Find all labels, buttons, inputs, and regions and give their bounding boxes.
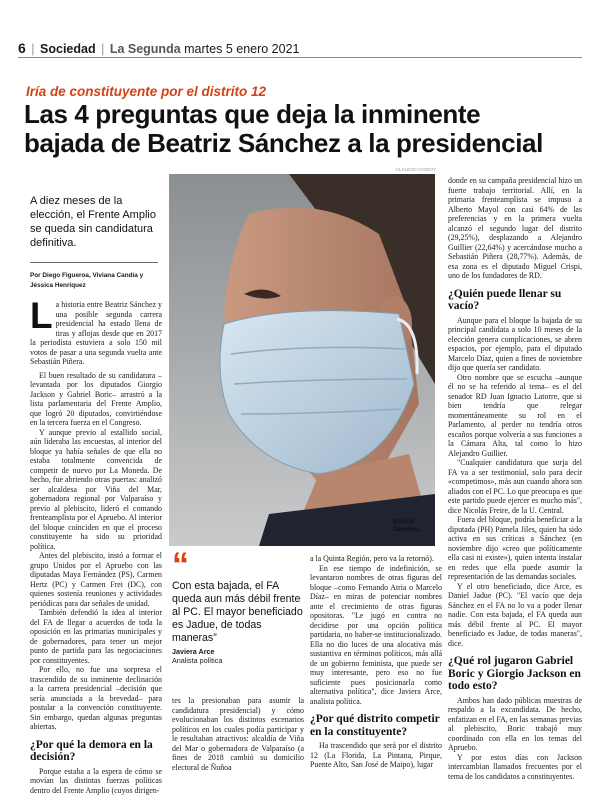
article-column-2 bbox=[172, 696, 304, 772]
paragraph: En ese tiempo de indefinición, se levantaron nombres de otras figuras del bloque –como Fernando Atria o Marcelo Díaz– en miras de potenciar nombres ante el crecimiento de otras figuras opositoras. "Le jugó en contra no decidirse por una opción política partidaria, no haber-se institucionalizado. Ella no dio luces de una alocativa más sustantiva en términos políticos, más allá de un gobierno feminista, que puede ser muy interesante, pero eso no fue suficiente pues posicionarla como alternativa política", dice Javiera Arce, analista política. bbox=[310, 564, 442, 707]
headline-line-1: Las 4 preguntas que deja la inminente bbox=[24, 100, 584, 129]
paragraph: donde en su campaña presidencial hizo un fuerte trabajo territorial. Allí, en la primaria frenteamplista se impuso a Alberto Mayol con casi 64% de las preferencias y en la primera vuelta alcanzó el segundo lugar del distrito (29,25%), desplazando a Alejandro Guillier (22,64%) y acercándose mucho a Sebastián Piñera (28,77%). Además, de esa zona es el diputado Miguel Crispi, uno de los fundadores de RD. bbox=[448, 176, 582, 281]
paragraph: Por ello, no fue una sorpresa el trascendido de su inminente declinación a la carrera presidencial –decisión que sería anunciada a la brevedad– para postular a la convención constituyente. Sin embargo, quedan algunas preguntas abiertas. bbox=[30, 665, 162, 732]
article-photo bbox=[169, 174, 435, 546]
paragraph: Porque estaba a la espera de cómo se movían las distintas fuerzas políticas dentro del Frente Amplio (cuyos dirigen- bbox=[30, 767, 162, 795]
article-column-4 bbox=[448, 176, 582, 781]
pull-quote-name: Javiera Arce bbox=[172, 647, 304, 656]
article-column-1 bbox=[30, 300, 162, 795]
photo-caption-line-2: Sánchez. bbox=[393, 526, 433, 534]
byline-line-2: Jéssica Henríquez bbox=[30, 281, 158, 291]
issue-date: martes 5 enero 2021 bbox=[184, 42, 299, 56]
page-number: 6 bbox=[18, 40, 26, 56]
paragraph: Fuera del bloque, podría beneficiar a la diputada (PH) Pamela Jiles, quien ha sido activa en sus críticas a Sánchez (en noviembre dijo «creo que políticamente ella casi ni existe»), quien intenta instalar en redes que ella puede asumir la representación de las demandas sociales. bbox=[448, 515, 582, 582]
subheading: ¿Qué rol jugaron Gabriel Boric y Giorgio Jackson en todo esto? bbox=[448, 655, 582, 693]
quote-mark-icon: “ bbox=[172, 552, 304, 578]
paragraph: Aunque para el bloque la bajada de su principal candidata a solo 10 meses de la elección genera complicaciones, se abren espacios, por ejemplo, para el diputado Marcelo Díaz, quien a fines de noviembre dijo que quería ser candidato. bbox=[448, 316, 582, 373]
paragraph: a la Quinta Región, pero va la retornó). bbox=[310, 554, 442, 564]
byline-line-1: Por Diego Figueroa, Viviana Candia y bbox=[30, 271, 158, 281]
pull-quote-text: Con esta bajada, el FA queda aun más débil frente al PC. El mayor beneficiado es Jadue, de todas maneras” bbox=[172, 580, 304, 645]
paper-name: La Segunda bbox=[110, 42, 181, 56]
masthead-divider: | bbox=[31, 42, 34, 56]
pull-quote bbox=[172, 552, 304, 665]
photo-credit: CLAUDIO GODOY bbox=[0, 168, 436, 173]
paragraph: Y por estos días con Jackson intercambian llamados frecuentes por el tema de los candidatos a constituyentes. bbox=[448, 753, 582, 782]
masthead-divider: | bbox=[101, 42, 104, 56]
subheading: ¿Por qué la demora en la decisión? bbox=[30, 739, 162, 764]
paragraph: tes la presionaban para asumir la candidatura presidencial) y cómo evolucionaban los distintos escenarios políticos en los cuales podía participar y le resultaban atractivos: alcaldía de Viña del Mar o gobernadora de Valparaíso (a fines de 2018 cambió su domicilio electoral de Ñuñoa bbox=[172, 696, 304, 772]
headline-line-2: bajada de Beatriz Sánchez a la presidencial bbox=[24, 129, 584, 158]
byline bbox=[30, 271, 158, 291]
paragraph: Ha trascendido que será por el distrito 12 (La Florida, La Pintana, Pirque, Puente Alto, San José de Maipo), lugar bbox=[310, 741, 442, 770]
photo-illustration bbox=[169, 174, 435, 546]
headline bbox=[24, 100, 584, 158]
teaser-divider bbox=[30, 262, 158, 263]
teaser: A diez meses de la elección, el Frente Amplio se queda sin candidatura definitiva. bbox=[30, 194, 158, 250]
paragraph: La historia entre Beatriz Sánchez y una posible segunda carrera presidencial ha estado llena de tiras y aflojas desde que en 2017 la periodista estuviera a solo 150 mil votos de pasar a una segunda vuelta ante Sebastián Piñera. bbox=[30, 300, 162, 367]
paragraph: También defendió la idea al interior del FA de llegar a acuerdos de toda la oposición en las primarias municipales y de gobernadores, para tener un mejor punto de partida para las negociaciones por constituyentes. bbox=[30, 608, 162, 665]
paragraph: Antes del plebiscito, instó a formar el grupo Unidos por el Apruebo con las diputadas Maya Fernández (PS), Carmen Hertz (PC) y Carmen Frei (DC), con quienes sostenía reuniones y actividades periódicas para dar señales de unidad. bbox=[30, 551, 162, 608]
paragraph: Y el otro beneficiado, dice Arce, es Daniel Jadue (PC). "El vacío que deja Sánchez en el FA no lo va a poder llenar nadie. Con esta bajada, el FA queda aun más débil frente al PC. El mayor beneficiado es Jadue, de todas maneras", dice. bbox=[448, 582, 582, 649]
paragraph: Y aunque previo al estallido social, aún lideraba las encuestas, al interior del bloque ya había señales de que ella no estaba totalmente convencida de competir de nuevo por La Moneda. De hecho, fue abriendo otras puertas: analizó ser alcaldesa por Viña del Mar, gobernadora regional por Valparaíso y previo al plebiscito, lideró el comando frenteamplista por el Apruebo. Al interior del bloque coinciden en que el proceso constituyente ha sido su prioridad política. bbox=[30, 428, 162, 552]
paragraph: "Cualquier candidatura que surja del FA va a ser testimonial, solo para decir «competimos», más aun cuando ahora son aliados con el PC. Lo que preocupa es que este partido puede ejercer es mucho más", dice Nicolás Freire, de la U. Central. bbox=[448, 458, 582, 515]
section-name: Sociedad bbox=[40, 42, 96, 56]
article-column-3 bbox=[310, 554, 442, 770]
photo-caption-line-1: Beatriz bbox=[393, 518, 433, 526]
subheading: ¿Quién puede llenar su vacío? bbox=[448, 288, 582, 313]
kicker: Iría de constituyente por el distrito 12 bbox=[26, 84, 266, 99]
paragraph: El buen resultado de su candidatura –levantada por los diputados Giorgio Jackson y Gabriel Boric– arrastró a la lista parlamentaria del Frente Amplio, que logró 20 diputados, convirtiéndose en la tercera fuerza en el Congreso. bbox=[30, 371, 162, 428]
drop-cap: L bbox=[30, 301, 53, 331]
photo-caption bbox=[393, 518, 433, 534]
masthead bbox=[18, 38, 582, 58]
subheading: ¿Por qué distrito competir en la constituyente? bbox=[310, 713, 442, 738]
paragraph: Ambos han dado públicas muestras de respaldo a la excandidata. De hecho, enfatizan en el FA, en las semanas previas al plebiscito, Boric trabajó muy coordinado con ella en los temas del Apruebo. bbox=[448, 696, 582, 753]
paragraph: Otro nombre que se escucha –aunque él no se ha referido al tema– es el del senador RD Juan Ignacio Latorre, que si bien tendría que relegar momentáneamente su rol en el Parlamento, al perder no tendría otros escaños porque volvería a sus funciones a la Cámara Alta, tal como lo hizo Alejandro Guillier. bbox=[448, 373, 582, 459]
pull-quote-role: Analista política bbox=[172, 656, 304, 665]
